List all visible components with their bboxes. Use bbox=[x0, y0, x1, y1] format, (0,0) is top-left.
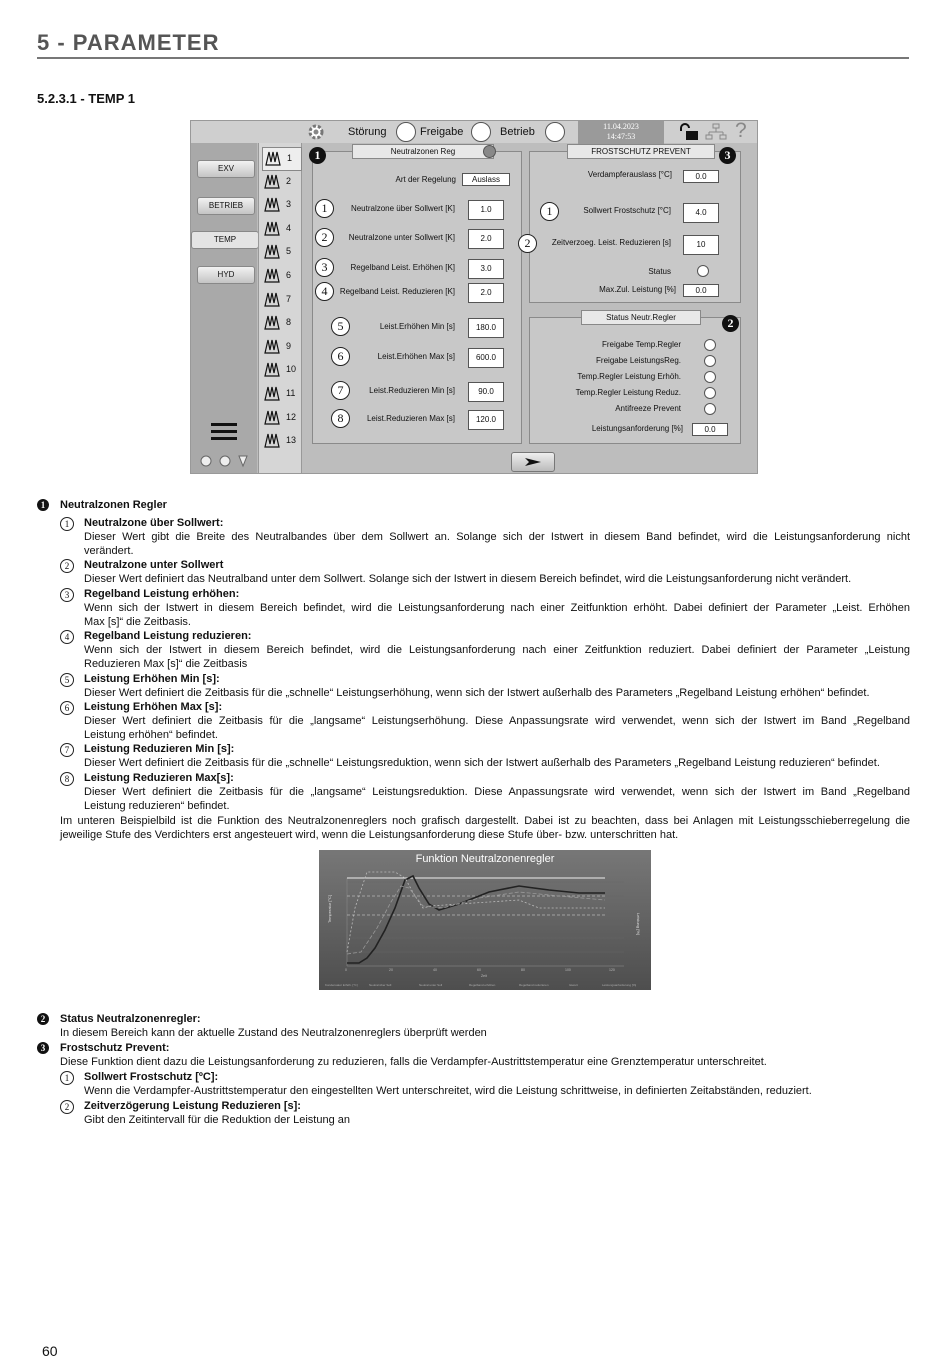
item-marker: 4 bbox=[60, 630, 74, 644]
evaporator-icon bbox=[264, 173, 281, 190]
number-row[interactable] bbox=[262, 265, 300, 287]
param-label: Leist.Reduzieren Min [s] bbox=[369, 386, 455, 395]
panel-neutralzone-indicator bbox=[483, 145, 496, 158]
item-text-line-1: Wenn sich der Istwert in diesem Bereich befindet, wird die Leistungsanforderung nach einer Zeitfunktion reduziert. Dabei definiert der Parameter „Leistung bbox=[84, 644, 910, 656]
svg-text:Kondensator Erhöh. [°C]: Kondensator Erhöh. [°C] bbox=[325, 983, 358, 987]
item-text-line-1: Wenn sich der Istwert in diesem Bereich befindet, wird die Leistungsanforderung nach einer Zeitfunktion erhöht. Dabei definiert der Parameter „Leist. Erhöhen bbox=[84, 602, 910, 614]
item-text-line-1: Dieser Wert definiert die Zeitbasis für die „langsame“ Leistungsreduktion. Diese Anpassungsrate wird verwendet, wenn sich der Istwert im Band „Regelband bbox=[84, 786, 910, 798]
unlock-icon[interactable] bbox=[678, 123, 700, 141]
status-item-label: Antifreeze Prevent bbox=[615, 404, 681, 413]
chapter-title: 5 - PARAMETER bbox=[37, 30, 220, 55]
evaporator-icon bbox=[264, 291, 281, 308]
panel-title-neutralzone: Neutralzonen Reg bbox=[352, 144, 494, 159]
param-marker: 7 bbox=[331, 381, 350, 400]
evaporator-icon bbox=[264, 314, 281, 331]
panel-title-status: Status Neutr.Regler bbox=[581, 310, 701, 325]
frost-param-label: Zeitverzoeg. Leist. Reduzieren [s] bbox=[551, 238, 671, 247]
number-label: 5 bbox=[286, 246, 292, 257]
item-title: Leistung Reduzieren Max[s]: bbox=[84, 772, 234, 784]
number-label: 10 bbox=[286, 364, 297, 375]
svg-text:Neutral unter Soll: Neutral unter Soll bbox=[419, 983, 443, 987]
chart-title: Funktion Neutralzonenregler bbox=[415, 853, 555, 865]
frost-param-value[interactable]: 4.0 bbox=[683, 203, 719, 223]
frost-param-label: Sollwert Frostschutz [°C] bbox=[583, 206, 671, 215]
demand-label: Leistungsanforderung [%] bbox=[591, 424, 683, 433]
betrieb-label: Betrieb bbox=[500, 126, 535, 138]
frost-param-marker: 1 bbox=[540, 202, 559, 221]
arrow-right-icon bbox=[525, 456, 541, 468]
item-text-line-2: Max [s]“ die Zeitbasis. bbox=[84, 616, 191, 628]
max-power-label: Max.Zul. Leistung [%] bbox=[599, 285, 676, 294]
number-row[interactable] bbox=[262, 194, 300, 216]
hmi-screenshot bbox=[190, 120, 758, 474]
item-title: Regelband Leistung reduzieren: bbox=[84, 630, 252, 642]
status-item-label: Temp.Regler Leistung Reduz. bbox=[575, 388, 681, 397]
number-label: 8 bbox=[286, 317, 292, 328]
item-text-line-1: Dieser Wert definiert die Zeitbasis für die „langsame“ Leistungserhöhung. Diese Anpassungsrate wird verwendet, wenn sich der Istwert im Band „Regelband bbox=[84, 715, 910, 727]
svg-text:Zeit: Zeit bbox=[481, 974, 487, 978]
menu-icon[interactable] bbox=[211, 421, 237, 443]
s3-item-1-title: Sollwert Frostschutz [ºC]: bbox=[84, 1071, 219, 1083]
freigabe-indicator bbox=[471, 122, 491, 142]
status-item-indicator bbox=[704, 403, 716, 415]
sidebar-button-temp[interactable]: TEMP bbox=[191, 231, 259, 249]
param-marker: 8 bbox=[331, 409, 350, 428]
item-text-line-2: Reduzieren Max [s]“ die Zeitbasis bbox=[84, 658, 248, 670]
evaporator-icon bbox=[264, 243, 281, 260]
param-label: Neutralzone unter Sollwert [K] bbox=[348, 233, 455, 242]
item-title: Leistung Erhöhen Max [s]: bbox=[84, 701, 223, 713]
svg-text:60: 60 bbox=[477, 968, 481, 972]
svg-text:0: 0 bbox=[345, 968, 347, 972]
gear-icon bbox=[307, 123, 325, 141]
sidebar-button-hyd[interactable]: HYD bbox=[197, 266, 255, 284]
panel-title-frostschutz: FROSTSCHUTZ PREVENT bbox=[567, 144, 715, 159]
number-row[interactable] bbox=[262, 383, 300, 405]
number-label: 1 bbox=[287, 153, 293, 163]
network-icon[interactable] bbox=[705, 123, 727, 141]
mode-select[interactable]: Auslass bbox=[462, 173, 510, 186]
hmi-topbar bbox=[191, 121, 757, 143]
param-label: Regelband Leist. Erhöhen [K] bbox=[350, 263, 455, 272]
item-marker: 1 bbox=[60, 517, 74, 531]
param-value[interactable]: 600.0 bbox=[468, 348, 504, 368]
max-power-value: 0.0 bbox=[683, 284, 719, 297]
panel-marker-2: 2 bbox=[722, 315, 739, 332]
param-value[interactable]: 1.0 bbox=[468, 200, 504, 220]
status-item-label: Temp.Regler Leistung Erhöh. bbox=[577, 372, 681, 381]
chart-plot bbox=[319, 868, 651, 990]
item-marker: 8 bbox=[60, 772, 74, 786]
s3-item-marker-2: 2 bbox=[60, 1100, 74, 1114]
section-bullet-1: 1 bbox=[37, 499, 49, 511]
item-text-line-1: Dieser Wert gibt die Breite des Neutralbandes über dem Sollwert an. Solange sich der Istwert in diesem Band befindet, wird die Leistungsanforderung nicht bbox=[84, 531, 910, 543]
sidebar-button-exv[interactable]: EXV bbox=[197, 160, 255, 178]
item-text-line-2: Leistung erhöhen“ befindet. bbox=[84, 729, 218, 741]
panel-marker-3: 3 bbox=[719, 147, 736, 164]
number-row[interactable] bbox=[262, 218, 300, 240]
panel-marker-1: 1 bbox=[309, 147, 326, 164]
status-icons bbox=[199, 454, 251, 468]
number-row[interactable] bbox=[262, 312, 300, 334]
status-item-label: Freigabe LeistungsReg. bbox=[596, 356, 681, 365]
frost-status-label: Status bbox=[648, 267, 671, 276]
number-row[interactable] bbox=[262, 359, 300, 381]
item-text-line-2: Leistung reduzieren“ befindet. bbox=[84, 800, 230, 812]
evaporator-icon bbox=[264, 220, 281, 237]
number-label: 2 bbox=[286, 175, 292, 186]
time-text: 14:47:53 bbox=[606, 132, 636, 141]
number-row[interactable] bbox=[262, 430, 300, 452]
frost-status-indicator bbox=[697, 265, 709, 277]
number-label: 4 bbox=[286, 222, 292, 233]
chapter-divider bbox=[37, 57, 909, 59]
item-text-line-1: Dieser Wert definiert die Zeitbasis für die „schnelle“ Leistungsreduktion, wenn sich der Istwert außerhalb des Parameters „Regelband Leistung reduzieren“ befindet. bbox=[84, 757, 880, 769]
section-2-title: Status Neutralzonenregler: bbox=[60, 1013, 201, 1025]
section-title: 5.2.3.1 - TEMP 1 bbox=[37, 91, 136, 106]
number-row[interactable] bbox=[262, 407, 300, 429]
evaporator-icon bbox=[264, 338, 281, 355]
param-value[interactable]: 3.0 bbox=[468, 259, 504, 279]
section-1-title: Neutralzonen Regler bbox=[60, 499, 167, 511]
evaporator-icon bbox=[264, 196, 281, 213]
svg-text:Regelband erhöhen: Regelband erhöhen bbox=[469, 983, 496, 987]
sidebar-button-betrieb[interactable]: BETRIEB bbox=[197, 197, 255, 215]
section-3-title: Frostschutz Prevent: bbox=[60, 1042, 170, 1054]
item-title: Regelband Leistung erhöhen: bbox=[84, 588, 240, 600]
number-column bbox=[258, 143, 302, 473]
param-value[interactable]: 2.0 bbox=[468, 229, 504, 249]
param-marker: 5 bbox=[331, 317, 350, 336]
date-text: 11.04.2023 bbox=[603, 122, 639, 131]
item-marker: 2 bbox=[60, 559, 74, 573]
section-3-text: Diese Funktion dient dazu die Leistungsanforderung zu reduzieren, falls die Verdampfer-Austrittstemperatur eine Grenztemperatur unterschreitet. bbox=[60, 1056, 767, 1068]
section-bullet-2: 2 bbox=[37, 1013, 49, 1025]
number-label: 3 bbox=[286, 199, 292, 210]
freigabe-label: Freigabe bbox=[420, 126, 464, 138]
verdampfer-value: 0.0 bbox=[683, 170, 719, 183]
param-label: Leist.Reduzieren Max [s] bbox=[366, 414, 455, 423]
s3-item-marker-1: 1 bbox=[60, 1071, 74, 1085]
hmi-sidebar bbox=[191, 143, 257, 473]
item-title: Leistung Erhöhen Min [s]: bbox=[84, 673, 220, 685]
evaporator-icon bbox=[264, 409, 281, 426]
svg-text:80: 80 bbox=[521, 968, 525, 972]
demand-value: 0.0 bbox=[692, 423, 728, 436]
intro-line-2: jeweilige Stufe des Verdichters erst angesteuert wird, wenn die Leistungsanforderung diese Stufe über- bzw. unterschritten hat. bbox=[60, 829, 679, 841]
param-value[interactable]: 90.0 bbox=[468, 382, 504, 402]
param-marker: 3 bbox=[315, 258, 334, 277]
intro-line-1: Im unteren Beispielbild ist die Funktion des Neutralzonenreglers noch grafisch dargestellt. Dabei ist zu beachten, dass bei Anlagen mit Leistungsschieberregelung die bbox=[60, 815, 910, 827]
item-title: Neutralzone unter Sollwert bbox=[84, 559, 224, 571]
param-label: Neutralzone über Sollwert [K] bbox=[350, 204, 455, 213]
param-value[interactable]: 2.0 bbox=[468, 283, 504, 303]
status-item-indicator bbox=[704, 387, 716, 399]
number-label: 6 bbox=[286, 270, 292, 280]
item-title: Leistung Reduzieren Min [s]: bbox=[84, 743, 235, 755]
param-label: Leist.Erhöhen Min [s] bbox=[379, 322, 455, 331]
evaporator-icon bbox=[264, 432, 281, 449]
page-number: 60 bbox=[42, 1343, 58, 1359]
status-item-indicator bbox=[704, 355, 716, 367]
svg-text:Regelband reduzieren: Regelband reduzieren bbox=[519, 983, 549, 987]
s3-item-2-text: Gibt den Zeitintervall für die Reduktion der Leistung an bbox=[84, 1114, 350, 1126]
number-label: 9 bbox=[286, 340, 292, 351]
param-marker: 4 bbox=[315, 282, 334, 301]
param-marker: 6 bbox=[331, 347, 350, 366]
param-value[interactable]: 120.0 bbox=[468, 410, 504, 430]
number-row[interactable] bbox=[262, 147, 302, 171]
svg-text:40: 40 bbox=[433, 968, 437, 972]
verdampfer-label: Verdampferauslass [°C] bbox=[587, 170, 672, 179]
status-item-label: Freigabe Temp.Regler bbox=[601, 340, 681, 349]
next-button[interactable] bbox=[511, 452, 555, 472]
number-row[interactable] bbox=[262, 241, 300, 263]
betrieb-indicator bbox=[545, 122, 565, 142]
evaporator-icon bbox=[265, 150, 282, 167]
stoerung-label: Störung bbox=[348, 126, 387, 138]
item-marker: 7 bbox=[60, 743, 74, 757]
help-icon[interactable]: ? bbox=[735, 120, 747, 142]
svg-text:Leistungsanforderung [%]: Leistungsanforderung [%] bbox=[602, 983, 637, 987]
status-item-indicator bbox=[704, 339, 716, 351]
param-marker: 2 bbox=[315, 228, 334, 247]
evaporator-icon bbox=[264, 361, 281, 378]
param-label: Regelband Leist. Reduzieren [K] bbox=[339, 287, 455, 296]
evaporator-icon bbox=[264, 267, 281, 284]
item-marker: 6 bbox=[60, 701, 74, 715]
number-label: 12 bbox=[286, 411, 297, 422]
number-row[interactable] bbox=[262, 171, 300, 193]
s3-item-1-text: Wenn die Verdampfer-Austrittstemperatur den eingestellten Wert unterschreitet, wird die Leistung schrittweise, in definierten Zeitabständen, reduziert. bbox=[84, 1085, 812, 1097]
evaporator-icon bbox=[264, 385, 281, 402]
number-label: 11 bbox=[286, 388, 296, 398]
datetime-display bbox=[578, 121, 664, 144]
param-marker: 1 bbox=[315, 199, 334, 218]
svg-text:100: 100 bbox=[565, 968, 571, 972]
svg-text:20: 20 bbox=[389, 968, 393, 972]
number-label: 7 bbox=[286, 293, 292, 304]
s3-item-2-title: Zeitverzögerung Leistung Reduzieren [s]: bbox=[84, 1100, 301, 1112]
item-title: Neutralzone über Sollwert: bbox=[84, 517, 224, 529]
item-marker: 3 bbox=[60, 588, 74, 602]
number-row[interactable] bbox=[262, 289, 300, 311]
svg-text:Istwert: Istwert bbox=[569, 983, 578, 987]
mode-label: Art der Regelung bbox=[395, 175, 456, 184]
section-bullet-3: 3 bbox=[37, 1042, 49, 1054]
item-marker: 5 bbox=[60, 673, 74, 687]
section-2-text: In diesem Bereich kann der aktuelle Zustand des Neutralzonenreglers überprüft werden bbox=[60, 1027, 487, 1039]
number-label: 13 bbox=[286, 435, 297, 446]
param-label: Leist.Erhöhen Max [s] bbox=[377, 352, 455, 361]
neutralzone-chart bbox=[319, 850, 651, 990]
item-text-line-2: verändert. bbox=[84, 545, 134, 557]
item-text-line-1: Dieser Wert definiert die Zeitbasis für die „schnelle“ Leistungserhöhung, wenn sich der Istwert außerhalb des Parameters „Regelband Leistung erhöhen“ befindet. bbox=[84, 687, 870, 699]
svg-text:Neutral über Soll: Neutral über Soll bbox=[369, 983, 392, 987]
item-text-line-1: Dieser Wert definiert das Neutralband unter dem Sollwert. Solange sich der Istwert in diesem Bereich befindet, wird die Leistungsanforderung nicht verändert. bbox=[84, 573, 852, 585]
param-value[interactable]: 180.0 bbox=[468, 318, 504, 338]
status-item-indicator bbox=[704, 371, 716, 383]
frost-param-marker: 2 bbox=[518, 234, 537, 253]
svg-text:120: 120 bbox=[609, 968, 615, 972]
svg-text:Leistung [%]: Leistung [%] bbox=[636, 913, 641, 936]
svg-text:Temperatur [°C]: Temperatur [°C] bbox=[327, 894, 332, 923]
number-row[interactable] bbox=[262, 336, 300, 358]
stoerung-indicator bbox=[396, 122, 416, 142]
frost-param-value[interactable]: 10 bbox=[683, 235, 719, 255]
